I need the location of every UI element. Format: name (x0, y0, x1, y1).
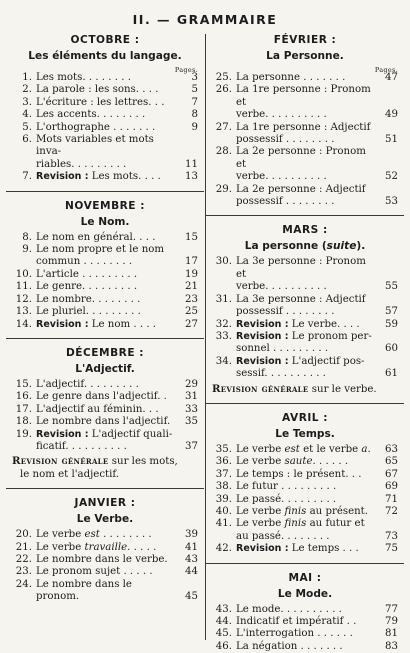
entry-page: 52 (385, 171, 398, 183)
entry-title: Le mode. . . . . . . . . . (236, 603, 342, 615)
entry-title: La 3e personne : Adjectif possessif . . . . . . . . (236, 293, 366, 318)
month-heading: OCTOBRE : (70, 34, 140, 46)
right-column (212, 34, 398, 653)
toc-entry (12, 542, 198, 554)
entry-title: La 1re personne : Pronom et verbe. . . . . . . . . . (236, 84, 371, 121)
entry-number: 33. (215, 330, 232, 342)
entry-number: 21. (15, 541, 32, 553)
column-divider (205, 34, 206, 640)
entry-title: La 2e personne : Adjectif possessif . . . . . . . . (236, 183, 366, 208)
section-subtitle: Le Verbe. (76, 513, 134, 526)
month-heading: AVRIL : (282, 411, 328, 424)
entry-page: 77 (385, 603, 398, 615)
entry-number: 15. (15, 378, 32, 390)
entry-page: 67 (385, 468, 398, 480)
entry-page: 11 (185, 158, 198, 170)
entry-number: 36. (215, 456, 232, 468)
entry-number: 2. (22, 84, 32, 96)
toc-entry (212, 469, 398, 481)
toc-entry (212, 616, 398, 628)
entry-page: 71 (385, 493, 398, 505)
entry-number: 46. (215, 640, 232, 652)
entry-page: 45 (185, 591, 198, 603)
entry-number: 39. (215, 493, 232, 505)
section-subtitle: La personne (suite). (244, 240, 366, 253)
toc-entry (212, 72, 398, 84)
toc-entry (12, 566, 198, 578)
entry-emphasis: est (284, 443, 300, 455)
toc-entry (12, 429, 198, 454)
entry-title: Revision : Le verbe. . . . (236, 318, 360, 330)
entry-page: 29 (185, 378, 198, 390)
left-column (12, 34, 198, 604)
entry-page: 65 (385, 456, 398, 468)
entry-title: Revision : L'adjectif quali- ficatif. . . . . . . . . . (36, 428, 173, 452)
toc-entry (212, 146, 398, 183)
entry-page: 72 (385, 505, 398, 517)
entry-page: 61 (385, 368, 398, 380)
entry-page: 7 (191, 96, 198, 108)
entry-page: 15 (185, 231, 198, 243)
entry-page: 8 (191, 109, 198, 121)
entry-title: La personne . . . . . . . (236, 72, 346, 83)
toc-entry (212, 331, 398, 356)
entry-number: 4. (22, 109, 32, 121)
entry-title: L'orthographe . . . . . . . (36, 121, 156, 133)
entry-title: Revision : Le nom . . . . (36, 318, 157, 330)
general-review-note: Revision générale sur le verbe. (212, 382, 377, 395)
entry-page: 51 (385, 134, 398, 146)
entry-number: 20. (15, 529, 32, 541)
entry-number: 34. (215, 355, 232, 367)
entry-page: 59 (385, 318, 398, 330)
entry-number: 32. (215, 318, 232, 330)
entry-page: 69 (385, 481, 398, 493)
entry-title: L'interrogation . . . . . . (236, 628, 353, 640)
entry-title: Le nombre. . . . . . . . (36, 293, 141, 305)
entry-number: 1. (22, 72, 32, 83)
entry-title: Le pluriel. . . . . . . . . (36, 306, 141, 318)
entry-title: Mots variables et mots inva- riables. . . . . . . . . (36, 134, 154, 170)
entry-title: L'adjectif. . . . . . . . . (36, 378, 139, 390)
toc-entry (12, 171, 198, 183)
entry-number: 17. (15, 403, 32, 415)
toc-entry (12, 554, 198, 566)
entry-page: 63 (385, 443, 398, 455)
entry-page: 39 (185, 529, 198, 541)
entry-title: La 2e personne : Pronom et verbe. . . . . . . . . . (236, 146, 366, 183)
month-section (212, 412, 398, 556)
entry-number: 27. (215, 121, 232, 133)
entry-number: 16. (15, 391, 32, 403)
entry-number: 31. (215, 293, 232, 305)
entry-number: 22. (15, 553, 32, 565)
entry-page: 41 (185, 541, 198, 553)
entry-title: Les mots. . . . . . . . (36, 72, 131, 83)
entry-number: 8. (22, 231, 32, 243)
month-section (12, 200, 198, 331)
entry-number: 11. (15, 281, 32, 293)
entry-number: 26. (215, 84, 232, 96)
entry-title: Le genre dans l'adjectif. . (36, 391, 167, 403)
toc-entry (212, 641, 398, 653)
entry-title: Revision : Le pronom per- sonnel . . . . . . . . . (236, 330, 372, 355)
toc-entry (12, 404, 198, 416)
entry-title: Le pronom sujet . . . . . (36, 566, 153, 578)
month-heading: DÉCEMBRE : (66, 346, 144, 359)
month-section (12, 497, 198, 603)
section-subtitle: Les éléments du langage. (28, 50, 182, 62)
pages-column-label: Pages. (374, 66, 398, 74)
entry-page: 37 (185, 440, 198, 452)
entry-page: 44 (185, 566, 198, 578)
entry-emphasis: finis (284, 518, 307, 530)
entry-title: Le verbe travaille. . . . . (36, 541, 157, 553)
toc-entry (212, 84, 398, 121)
entry-title: La parole : les sons. . . . (36, 84, 159, 96)
entry-title: Le verbe finis au futur et au passé. . . . . . . . (236, 518, 365, 542)
toc-entry (12, 281, 198, 293)
revision-label: Revision : (36, 171, 89, 183)
entry-page: 35 (185, 416, 198, 428)
entry-title: Le nom en général. . . . (36, 231, 156, 243)
entry-title: Le verbe saute. . . . . . (236, 456, 349, 468)
entry-number: 42. (215, 543, 232, 555)
entry-emphasis: a (361, 443, 368, 455)
toc-entry (12, 319, 198, 331)
toc-entry (12, 122, 198, 134)
entry-title: L'écriture : les lettres. . . (36, 96, 165, 108)
section-divider (6, 338, 204, 339)
entry-page: 13 (185, 171, 198, 183)
section-divider (206, 403, 404, 404)
entry-title: Le verbe est . . . . . . . . (36, 529, 152, 541)
entry-number: 18. (15, 416, 32, 428)
entry-number: 19. (15, 428, 32, 440)
general-review-note: Revision générale sur les mots, le nom et l'adjectif. (12, 455, 178, 480)
entry-title: L'article . . . . . . . . . (36, 268, 138, 280)
entry-number: 43. (215, 603, 232, 615)
entry-title: Indicatif et impératif . . (236, 616, 357, 627)
toc-entry (212, 256, 398, 293)
month-section (212, 224, 398, 395)
entry-page: 81 (385, 628, 398, 640)
entry-number: 14. (15, 318, 32, 330)
toc-entry (12, 72, 198, 84)
entry-title: La négation . . . . . . . (236, 640, 343, 652)
toc-entry (212, 294, 398, 319)
entry-page: 9 (191, 121, 198, 133)
revision-label: Revision : (236, 543, 289, 555)
section-subtitle: Le Mode. (277, 587, 333, 600)
entry-number: 25. (215, 72, 232, 83)
entry-title: Le verbe finis au présent. (236, 505, 369, 517)
entry-number: 28. (215, 146, 232, 158)
entry-page: 57 (385, 306, 398, 318)
revision-label: Revision : (236, 330, 289, 342)
month-section (212, 34, 398, 208)
review-continuation: le nom et l'adjectif. (20, 468, 120, 480)
month-heading: NOVEMBRE : (65, 199, 145, 212)
entry-number: 38. (215, 481, 232, 493)
entry-page: 5 (191, 84, 198, 96)
entry-title: La 1re personne : Adjectif possessif . . . . . . . . (236, 121, 371, 146)
page-title: II. — GRAMMAIRE (132, 12, 278, 27)
month-heading: MAI : (288, 571, 322, 584)
entry-page: 49 (385, 109, 398, 121)
toc-entry (212, 543, 398, 555)
entry-number: 6. (22, 134, 32, 146)
review-small-caps: Revision générale (212, 382, 309, 395)
entry-title: Revision : Le temps . . . (236, 543, 359, 555)
entry-emphasis: est (84, 529, 100, 541)
toc-entry (212, 506, 398, 518)
section-subtitle: Le Temps. (275, 427, 335, 440)
entry-page: 19 (185, 268, 198, 280)
entry-number: 37. (215, 468, 232, 480)
revision-label: Revision : (236, 318, 289, 330)
toc-entry (12, 269, 198, 281)
entry-number: 41. (215, 518, 232, 530)
toc-entry (212, 356, 398, 381)
revision-label: Revision : (36, 318, 89, 330)
toc-entry (12, 529, 198, 541)
entry-number: 13. (15, 306, 32, 318)
toc-entry (212, 604, 398, 616)
entry-page: 79 (385, 616, 398, 627)
toc-entry (12, 232, 198, 244)
entry-number: 44. (215, 616, 232, 627)
entry-title: Le genre. . . . . . . . . (36, 281, 138, 293)
pages-column-label: Pages. (174, 66, 198, 74)
entry-page: 21 (185, 281, 198, 293)
section-divider (206, 563, 404, 564)
review-small-caps: Revision générale (12, 455, 109, 468)
entry-emphasis: finis (284, 505, 307, 517)
toc-entry (12, 306, 198, 318)
entry-number: 45. (215, 628, 232, 640)
entry-title: Le nom propre et le nom commun . . . . . . . . (36, 244, 165, 268)
entry-title: La 3e personne : Pronom et verbe. . . . . . . . . . (236, 256, 366, 293)
toc-entry (12, 416, 198, 428)
toc-entry (212, 319, 398, 331)
entry-page: 47 (385, 72, 398, 83)
section-subtitle: Le Nom. (80, 215, 130, 228)
entry-page: 83 (385, 640, 398, 652)
month-heading: MARS : (282, 224, 328, 237)
entry-emphasis: saute (284, 456, 313, 468)
entry-number: 3. (22, 96, 32, 108)
entry-number: 24. (15, 578, 32, 590)
entry-title: Revision : Les mots. . . . (36, 171, 161, 183)
toc-entry (212, 628, 398, 640)
toc-entry (12, 579, 198, 604)
entry-title: Les accents. . . . . . . . (36, 109, 146, 121)
toc-entry (212, 444, 398, 456)
entry-title: Le verbe est et le verbe a. (236, 443, 371, 455)
toc-entry (12, 109, 198, 121)
entry-title: Le temps : le présent. . . (236, 468, 362, 480)
entry-number: 7. (22, 171, 32, 183)
entry-page: 55 (385, 281, 398, 293)
month-section (12, 347, 198, 481)
toc-entry (12, 294, 198, 306)
toc-entry (12, 84, 198, 96)
toc-entry (212, 494, 398, 506)
entry-number: 10. (15, 268, 32, 280)
revision-label: Revision : (36, 428, 89, 440)
entry-page: 23 (185, 293, 198, 305)
section-subtitle: La Personne. (266, 50, 344, 62)
section-divider (6, 488, 204, 489)
entry-page: 25 (185, 306, 198, 318)
entry-number: 12. (15, 293, 32, 305)
entry-title: Le nombre dans l'adjectif. (36, 416, 171, 428)
entry-emphasis: travaille (84, 541, 128, 553)
entry-page: 33 (185, 403, 198, 415)
toc-entry (212, 481, 398, 493)
entry-page: 60 (385, 343, 398, 355)
entry-title: L'adjectif au féminin. . . (36, 403, 159, 415)
entry-title: Le passé. . . . . . . . . (236, 493, 337, 505)
section-subtitle: L'Adjectif. (75, 362, 135, 375)
entry-number: 23. (15, 566, 32, 578)
entry-page: 53 (385, 196, 398, 208)
entry-title: Le futur . . . . . . . . . (236, 481, 337, 493)
entry-number: 30. (215, 256, 232, 268)
toc-entry (212, 122, 398, 147)
entry-number: 9. (22, 244, 32, 256)
toc-entry (212, 184, 398, 209)
toc-entry (12, 97, 198, 109)
entry-page: 31 (185, 391, 198, 403)
entry-title: Le nombre dans le pronom. (36, 578, 132, 603)
entry-page: 75 (385, 543, 398, 555)
entry-page: 73 (385, 530, 398, 542)
entry-title: Revision : L'adjectif pos- sessif. . . . . . . . . . (236, 355, 365, 380)
entry-number: 35. (215, 443, 232, 455)
month-section (12, 34, 198, 184)
month-heading: FÉVRIER : (273, 34, 337, 46)
toc-entry (212, 518, 398, 543)
toc-entry (12, 244, 198, 269)
entry-title: Le nombre dans le verbe. (36, 553, 168, 565)
toc-entry (12, 379, 198, 391)
section-divider (6, 191, 204, 192)
toc-entry (12, 391, 198, 403)
month-heading: JANVIER : (74, 497, 136, 510)
toc-entry (12, 134, 198, 171)
entry-page: 17 (185, 256, 198, 268)
entry-number: 29. (215, 183, 232, 195)
entry-page: 43 (185, 553, 198, 565)
entry-number: 40. (215, 505, 232, 517)
revision-label: Revision : (236, 355, 289, 367)
month-section (212, 572, 398, 653)
toc-entry (212, 456, 398, 468)
entry-page: 3 (191, 72, 198, 83)
entry-number: 5. (22, 121, 32, 133)
entry-page: 27 (185, 318, 198, 330)
subtitle-emphasis: suite (326, 240, 357, 253)
section-divider (206, 215, 404, 216)
